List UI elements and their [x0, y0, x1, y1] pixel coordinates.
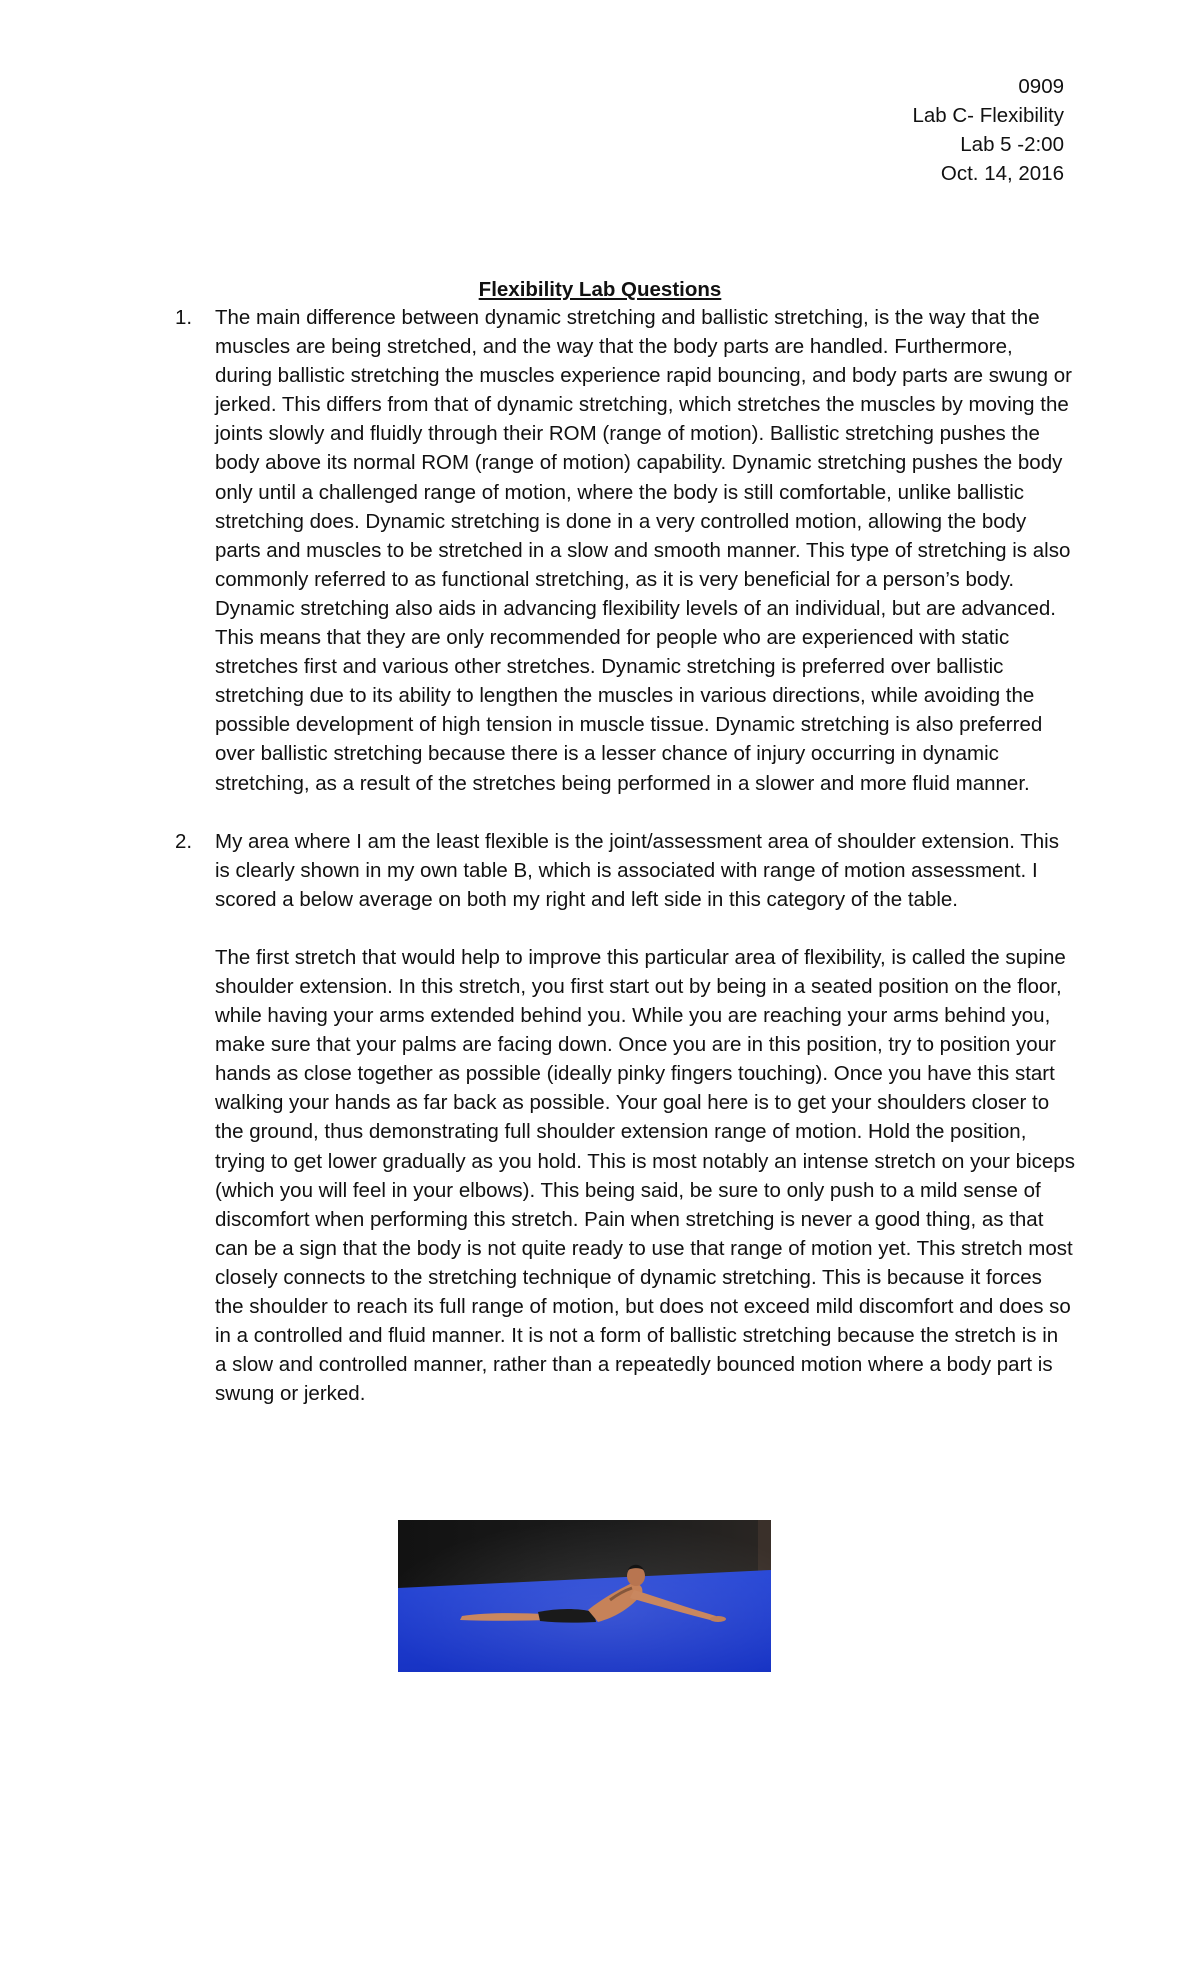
header-lab-section: Lab 5 -2:00 [960, 133, 1064, 156]
shorts [538, 1609, 596, 1623]
header-id: 0909 [1018, 75, 1064, 98]
stretch-photo [398, 1520, 771, 1672]
answer-paragraph: The first stretch that would help to improve this particular area of flexibility, is called the supine shoulder extension. In this stretch, you first start out by being in a seated position on the floor, while having your arms extended behind you. While you are reaching your arms behind you, make sure that your palms are facing down. Once you are in this position, try to position your hands as close together as possible (ideally pinky fingers touching). Once you have this start walking your hands as far back as possible. Your goal here is to get your shoulders closer to the ground, thus demonstrating full shoulder extension range of motion. Hold the position, trying to get lower gradually as you hold. This is most notably an intense stretch on your biceps (which you will feel in your elbows). This being said, be sure to only push to a mild sense of discomfort when performing this stretch. Pain when stretching is never a good thing, as that can be a sign that the body is not quite ready to use that range of motion yet. This stretch most closely connects to the stretching technique of dynamic stretching. This is because it forces the shoulder to reach its full range of motion, but does not exceed mild discomfort and does so in a controlled and fluid manner. It is not a form of ballistic stretching because the stretch is in a slow and controlled manner, rather than a repeatedly bounced motion where a body part is swung or jerked. [215, 945, 1075, 1406]
question-2 [175, 827, 1075, 1409]
answer-paragraph: The main difference between dynamic stretching and ballistic stretching, is the way that the muscles are being stretched, and the way that the body parts are handled. Furthermore, during ballistic stretching the muscles experience rapid bouncing, and body parts are swung or jerked. This differs from that of dynamic stretching, which stretches the muscles by moving the joints slowly and fluidly through their ROM (range of motion). Ballistic stretching pushes the body above its normal ROM (range of motion) capability. Dynamic stretching pushes the body only until a challenged range of motion, where the body is still comfortable, unlike ballistic stretching does. Dynamic stretching is done in a very controlled motion, allowing the body parts and muscles to be stretched in a slow and smooth manner. This type of stretching is also commonly referred to as functional stretching, as it is very beneficial for a person’s body. Dynamic stretching also aids in advancing flexibility levels of an individual, but are advanced. This means that they are only recommended for people who are experienced with static stretches first and various other stretches. Dynamic stretching is preferred over ballistic stretching due to its ability to lengthen the muscles in various directions, while avoiding the possible development of high tension in muscle tissue. Dynamic stretching is also preferred over ballistic stretching because there is a lesser chance of injury occurring in dynamic stretching, as a result of the stretches being performed in a slower and more fluid manner. [215, 306, 1072, 795]
question-1 [175, 303, 1075, 798]
question-number: 2. [175, 829, 193, 853]
hands [710, 1616, 726, 1622]
question-number: 1. [175, 306, 193, 329]
answer-paragraph: My area where I am the least flexible is the joint/assessment area of shoulder extension. This is clearly shown in my own table B, which is associated with range of motion assessment. I scored a below average on both my right and left side in this category of the table. [215, 829, 1059, 911]
header-lab-name: Lab C- Flexibility [912, 104, 1064, 127]
header-date: Oct. 14, 2016 [940, 162, 1064, 185]
supine-shoulder-extension-illustration [398, 1520, 771, 1672]
questions-list [175, 303, 1075, 1408]
spacer [215, 914, 1075, 943]
spacer [175, 798, 1075, 827]
header-info [912, 72, 1064, 188]
document-title: Flexibility Lab Questions [478, 278, 722, 301]
